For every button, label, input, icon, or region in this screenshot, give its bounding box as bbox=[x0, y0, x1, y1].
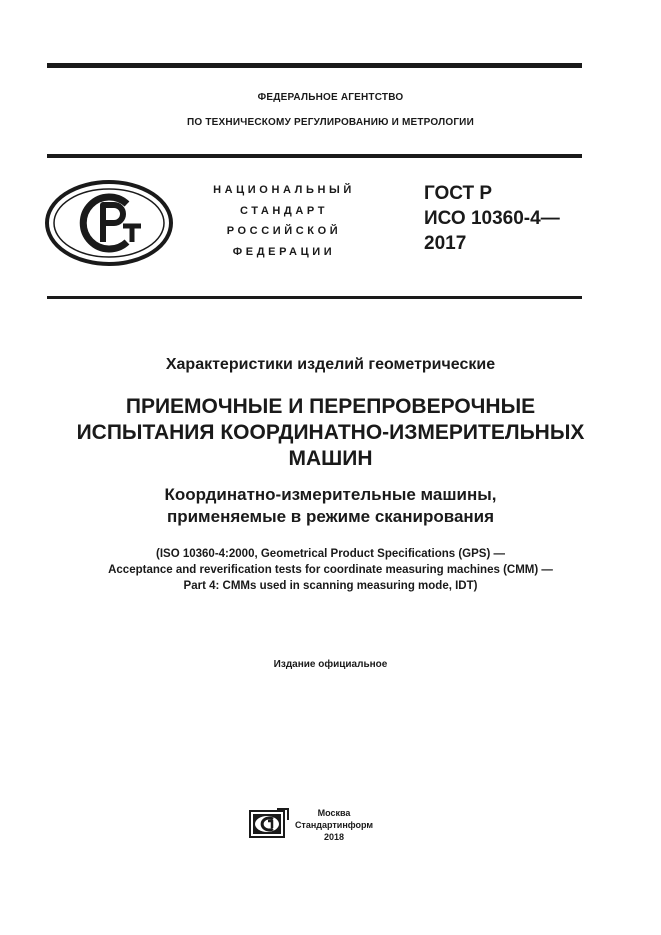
title-block-rule bbox=[47, 296, 582, 299]
rst-emblem-icon bbox=[45, 180, 173, 266]
publisher-city: Москва bbox=[317, 808, 351, 818]
main-title-line-2: ИСПЫТАНИЯ КООРДИНАТНО-ИЗМЕРИТЕЛЬНЫХ bbox=[76, 421, 585, 444]
iso-line-2: Acceptance and reverification tests for coordinate measuring machines (CMM) — bbox=[108, 564, 553, 576]
national-line-3: РОССИЙСКОЙ bbox=[226, 225, 342, 237]
standard-code-line-3: 2017 bbox=[424, 233, 467, 254]
national-standard-label bbox=[196, 180, 372, 262]
agency-line-2: ПО ТЕХНИЧЕСКОМУ РЕГУЛИРОВАНИЮ И МЕТРОЛОГИИ bbox=[187, 117, 474, 128]
standard-code bbox=[424, 181, 560, 256]
edition-label: Издание официальное bbox=[273, 659, 388, 670]
main-title-line-3: МАШИН bbox=[288, 447, 373, 470]
national-line-2: СТАНДАРТ bbox=[239, 204, 329, 217]
iso-line-1: (ISO 10360-4:2000, Geometrical Product Specifications (GPS) — bbox=[156, 548, 505, 560]
main-title-line-1: ПРИЕМОЧНЫЕ И ПЕРЕПРОВЕРОЧНЫЕ bbox=[125, 395, 536, 418]
subtitle bbox=[0, 484, 661, 528]
top-rule bbox=[47, 63, 582, 68]
publisher-logo-icon bbox=[249, 808, 289, 838]
title-group: Характеристики изделий геометрические bbox=[165, 356, 496, 373]
publisher-name: Стандартинформ bbox=[294, 820, 374, 830]
subtitle-line-1: Координатно-измерительные машины, bbox=[164, 485, 497, 504]
iso-line-3: Part 4: CMMs used in scanning measuring mode, IDT) bbox=[183, 580, 478, 592]
main-title bbox=[0, 394, 661, 472]
agency-line-1: ФЕДЕРАЛЬНОЕ АГЕНТСТВО bbox=[257, 92, 404, 103]
national-line-4: ФЕДЕРАЦИИ bbox=[232, 245, 336, 258]
national-line-1: НАЦИОНАЛЬНЫЙ bbox=[213, 184, 355, 196]
standard-code-line-2: ИСО 10360-4— bbox=[424, 208, 560, 229]
publisher-year: 2018 bbox=[323, 832, 345, 842]
iso-reference bbox=[0, 546, 661, 594]
header-rule bbox=[47, 154, 582, 158]
subtitle-line-2: применяемые в режиме сканирования bbox=[166, 507, 495, 526]
publisher-info bbox=[294, 807, 374, 843]
standard-code-line-1: ГОСТ Р bbox=[424, 183, 493, 204]
